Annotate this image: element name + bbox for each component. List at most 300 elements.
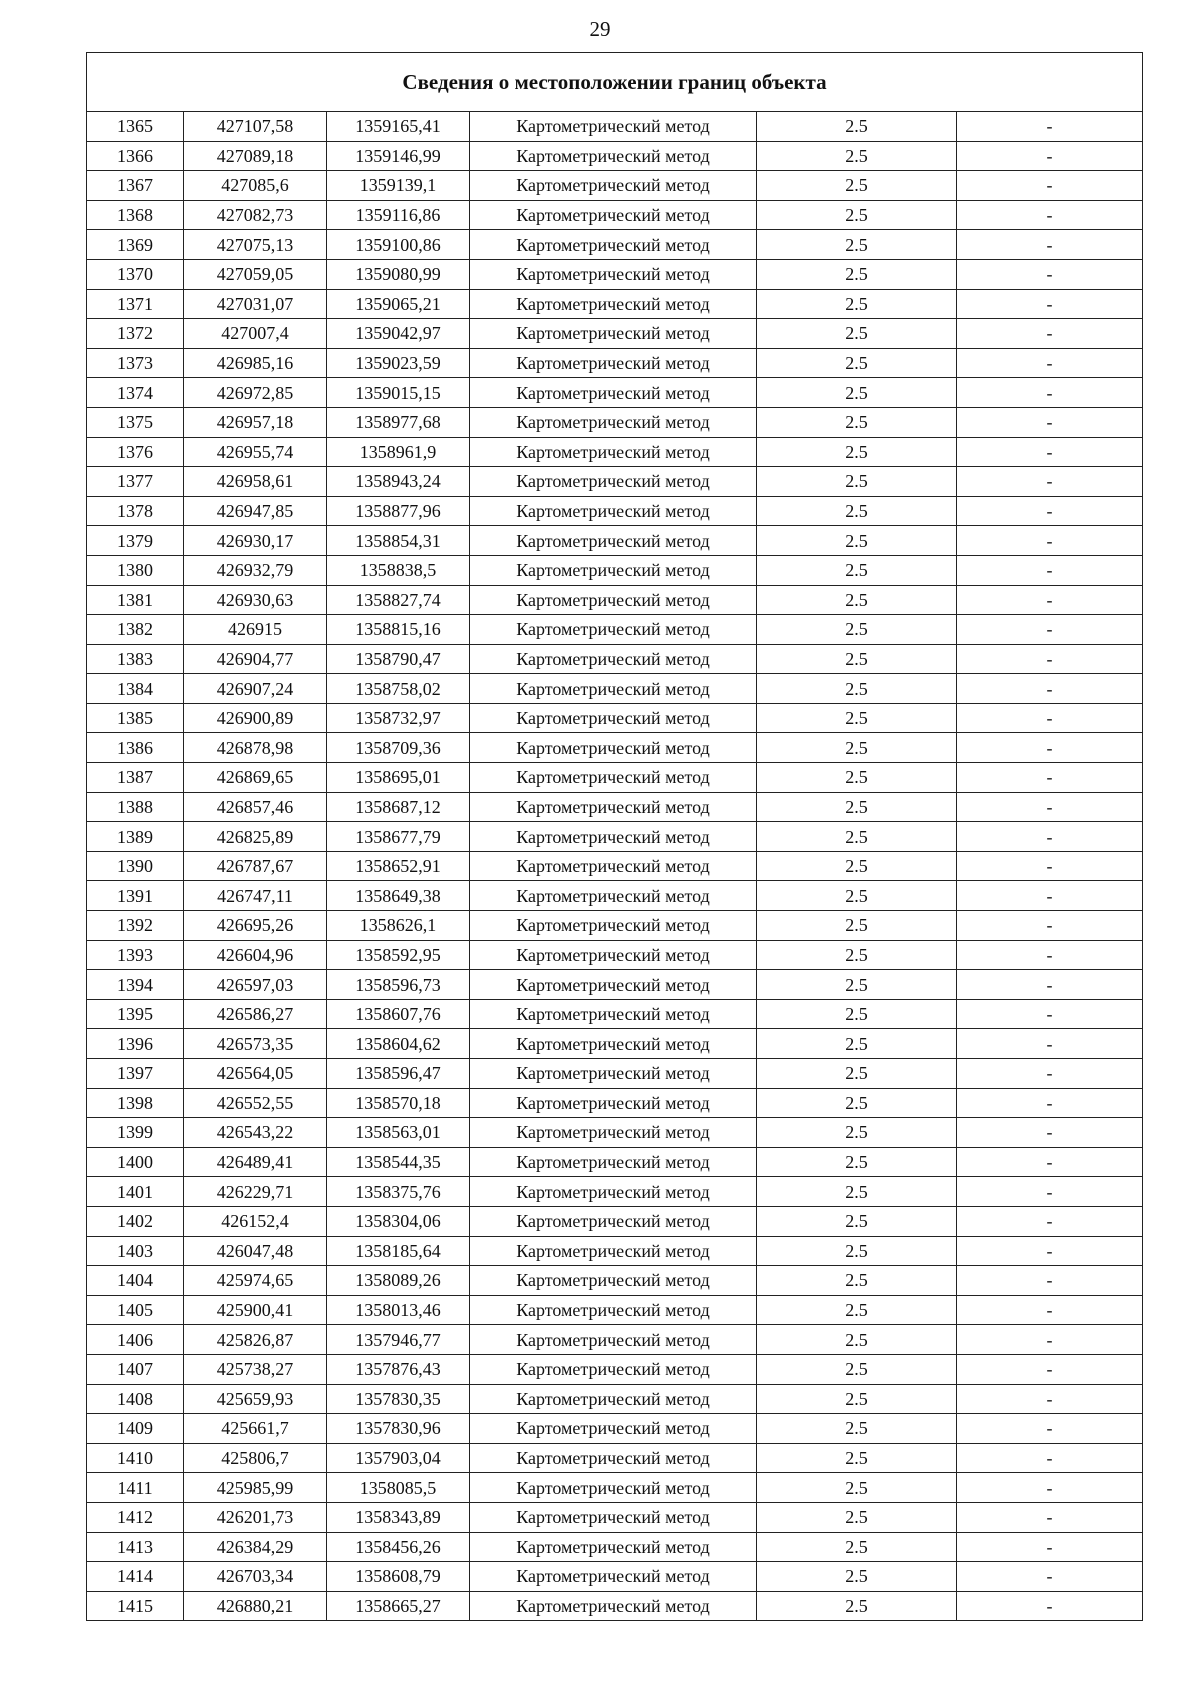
y-coordinate-cell: 1358608,79 [327,1562,470,1592]
point-number-cell: 1399 [87,1118,184,1148]
accuracy-cell: 2.5 [757,1236,957,1266]
x-coordinate-cell: 426047,48 [184,1236,327,1266]
method-cell: Картометрический метод [470,674,757,704]
method-cell: Картометрический метод [470,467,757,497]
y-coordinate-cell: 1358758,02 [327,674,470,704]
method-cell: Картометрический метод [470,1147,757,1177]
point-number-cell: 1371 [87,289,184,319]
x-coordinate-cell: 426787,67 [184,851,327,881]
y-coordinate-cell: 1358790,47 [327,644,470,674]
table-row [87,1059,1143,1089]
table-row [87,1206,1143,1236]
accuracy-cell: 2.5 [757,112,957,142]
description-cell: - [957,585,1143,615]
description-cell: - [957,526,1143,556]
table-row [87,378,1143,408]
table-row [87,1295,1143,1325]
point-number-cell: 1401 [87,1177,184,1207]
y-coordinate-cell: 1358607,76 [327,999,470,1029]
method-cell: Картометрический метод [470,1354,757,1384]
description-cell: - [957,1414,1143,1444]
x-coordinate-cell: 427107,58 [184,112,327,142]
point-number-cell: 1415 [87,1591,184,1621]
accuracy-cell: 2.5 [757,378,957,408]
table-row [87,1591,1143,1621]
x-coordinate-cell: 425806,7 [184,1443,327,1473]
description-cell: - [957,467,1143,497]
y-coordinate-cell: 1357876,43 [327,1354,470,1384]
y-coordinate-cell: 1359023,59 [327,348,470,378]
y-coordinate-cell: 1359100,86 [327,230,470,260]
table-row [87,970,1143,1000]
description-cell: - [957,1562,1143,1592]
method-cell: Картометрический метод [470,141,757,171]
description-cell: - [957,792,1143,822]
y-coordinate-cell: 1358544,35 [327,1147,470,1177]
method-cell: Картометрический метод [470,585,757,615]
table-row [87,348,1143,378]
table-row [87,259,1143,289]
x-coordinate-cell: 426985,16 [184,348,327,378]
description-cell: - [957,1354,1143,1384]
description-cell: - [957,230,1143,260]
description-cell: - [957,1325,1143,1355]
accuracy-cell: 2.5 [757,792,957,822]
table-row [87,703,1143,733]
point-number-cell: 1403 [87,1236,184,1266]
method-cell: Картометрический метод [470,1532,757,1562]
accuracy-cell: 2.5 [757,1562,957,1592]
accuracy-cell: 2.5 [757,1502,957,1532]
accuracy-cell: 2.5 [757,1354,957,1384]
description-cell: - [957,999,1143,1029]
accuracy-cell: 2.5 [757,674,957,704]
method-cell: Картометрический метод [470,1029,757,1059]
x-coordinate-cell: 426904,77 [184,644,327,674]
point-number-cell: 1390 [87,851,184,881]
point-number-cell: 1405 [87,1295,184,1325]
accuracy-cell: 2.5 [757,703,957,733]
point-number-cell: 1397 [87,1059,184,1089]
point-number-cell: 1411 [87,1473,184,1503]
y-coordinate-cell: 1357946,77 [327,1325,470,1355]
x-coordinate-cell: 426703,34 [184,1562,327,1592]
method-cell: Картометрический метод [470,703,757,733]
point-number-cell: 1393 [87,940,184,970]
x-coordinate-cell: 426869,65 [184,763,327,793]
y-coordinate-cell: 1358854,31 [327,526,470,556]
accuracy-cell: 2.5 [757,1532,957,1562]
accuracy-cell: 2.5 [757,763,957,793]
x-coordinate-cell: 426907,24 [184,674,327,704]
point-number-cell: 1373 [87,348,184,378]
method-cell: Картометрический метод [470,1177,757,1207]
point-number-cell: 1386 [87,733,184,763]
y-coordinate-cell: 1359139,1 [327,171,470,201]
y-coordinate-cell: 1358877,96 [327,496,470,526]
table-row [87,1325,1143,1355]
table-row [87,1443,1143,1473]
accuracy-cell: 2.5 [757,1443,957,1473]
table-row [87,792,1143,822]
method-cell: Картометрический метод [470,970,757,1000]
y-coordinate-cell: 1358185,64 [327,1236,470,1266]
description-cell: - [957,1177,1143,1207]
y-coordinate-cell: 1358838,5 [327,555,470,585]
point-number-cell: 1366 [87,141,184,171]
table-row [87,1266,1143,1296]
point-number-cell: 1387 [87,763,184,793]
x-coordinate-cell: 427085,6 [184,171,327,201]
x-coordinate-cell: 426489,41 [184,1147,327,1177]
accuracy-cell: 2.5 [757,644,957,674]
y-coordinate-cell: 1358085,5 [327,1473,470,1503]
method-cell: Картометрический метод [470,259,757,289]
x-coordinate-cell: 426930,17 [184,526,327,556]
description-cell: - [957,1059,1143,1089]
y-coordinate-cell: 1359042,97 [327,319,470,349]
y-coordinate-cell: 1358827,74 [327,585,470,615]
point-number-cell: 1395 [87,999,184,1029]
method-cell: Картометрический метод [470,999,757,1029]
accuracy-cell: 2.5 [757,1384,957,1414]
table-body [87,53,1143,1621]
description-cell: - [957,259,1143,289]
accuracy-cell: 2.5 [757,526,957,556]
x-coordinate-cell: 426972,85 [184,378,327,408]
description-cell: - [957,733,1143,763]
method-cell: Картометрический метод [470,1266,757,1296]
accuracy-cell: 2.5 [757,911,957,941]
table-row [87,1088,1143,1118]
x-coordinate-cell: 426947,85 [184,496,327,526]
description-cell: - [957,1295,1143,1325]
table-row [87,940,1143,970]
accuracy-cell: 2.5 [757,733,957,763]
method-cell: Картометрический метод [470,1118,757,1148]
x-coordinate-cell: 426900,89 [184,703,327,733]
description-cell: - [957,1118,1143,1148]
x-coordinate-cell: 425659,93 [184,1384,327,1414]
table-row [87,999,1143,1029]
y-coordinate-cell: 1358732,97 [327,703,470,733]
table-row [87,733,1143,763]
x-coordinate-cell: 427082,73 [184,200,327,230]
y-coordinate-cell: 1358596,73 [327,970,470,1000]
point-number-cell: 1400 [87,1147,184,1177]
description-cell: - [957,881,1143,911]
method-cell: Картометрический метод [470,526,757,556]
table-row [87,881,1143,911]
description-cell: - [957,615,1143,645]
point-number-cell: 1404 [87,1266,184,1296]
x-coordinate-cell: 426552,55 [184,1088,327,1118]
table-row [87,171,1143,201]
accuracy-cell: 2.5 [757,555,957,585]
accuracy-cell: 2.5 [757,407,957,437]
point-number-cell: 1396 [87,1029,184,1059]
accuracy-cell: 2.5 [757,1059,957,1089]
accuracy-cell: 2.5 [757,259,957,289]
y-coordinate-cell: 1357830,96 [327,1414,470,1444]
method-cell: Картометрический метод [470,200,757,230]
x-coordinate-cell: 426747,11 [184,881,327,911]
x-coordinate-cell: 426878,98 [184,733,327,763]
y-coordinate-cell: 1358695,01 [327,763,470,793]
table-row [87,230,1143,260]
accuracy-cell: 2.5 [757,1088,957,1118]
accuracy-cell: 2.5 [757,1177,957,1207]
method-cell: Картометрический метод [470,733,757,763]
x-coordinate-cell: 426597,03 [184,970,327,1000]
y-coordinate-cell: 1359080,99 [327,259,470,289]
y-coordinate-cell: 1357903,04 [327,1443,470,1473]
method-cell: Картометрический метод [470,615,757,645]
x-coordinate-cell: 427075,13 [184,230,327,260]
page-number: 29 [589,17,611,41]
point-number-cell: 1412 [87,1502,184,1532]
method-cell: Картометрический метод [470,1591,757,1621]
description-cell: - [957,141,1143,171]
y-coordinate-cell: 1358665,27 [327,1591,470,1621]
x-coordinate-cell: 426932,79 [184,555,327,585]
accuracy-cell: 2.5 [757,319,957,349]
table-row [87,1147,1143,1177]
point-number-cell: 1384 [87,674,184,704]
point-number-cell: 1372 [87,319,184,349]
y-coordinate-cell: 1358596,47 [327,1059,470,1089]
point-number-cell: 1376 [87,437,184,467]
description-cell: - [957,1532,1143,1562]
accuracy-cell: 2.5 [757,230,957,260]
description-cell: - [957,1147,1143,1177]
x-coordinate-cell: 426604,96 [184,940,327,970]
point-number-cell: 1367 [87,171,184,201]
x-coordinate-cell: 426915 [184,615,327,645]
description-cell: - [957,378,1143,408]
x-coordinate-cell: 427031,07 [184,289,327,319]
x-coordinate-cell: 426857,46 [184,792,327,822]
method-cell: Картометрический метод [470,1384,757,1414]
x-coordinate-cell: 426955,74 [184,437,327,467]
point-number-cell: 1380 [87,555,184,585]
y-coordinate-cell: 1358343,89 [327,1502,470,1532]
y-coordinate-cell: 1357830,35 [327,1384,470,1414]
description-cell: - [957,1029,1143,1059]
x-coordinate-cell: 425974,65 [184,1266,327,1296]
table-row [87,822,1143,852]
x-coordinate-cell: 426586,27 [184,999,327,1029]
y-coordinate-cell: 1359116,86 [327,200,470,230]
method-cell: Картометрический метод [470,644,757,674]
x-coordinate-cell: 426957,18 [184,407,327,437]
accuracy-cell: 2.5 [757,970,957,1000]
accuracy-cell: 2.5 [757,1029,957,1059]
y-coordinate-cell: 1358677,79 [327,822,470,852]
method-cell: Картометрический метод [470,792,757,822]
method-cell: Картометрический метод [470,911,757,941]
table-row [87,112,1143,142]
accuracy-cell: 2.5 [757,615,957,645]
accuracy-cell: 2.5 [757,437,957,467]
description-cell: - [957,1384,1143,1414]
table-row [87,851,1143,881]
method-cell: Картометрический метод [470,378,757,408]
accuracy-cell: 2.5 [757,1266,957,1296]
method-cell: Картометрический метод [470,407,757,437]
boundary-coordinates-table [86,52,1143,1621]
method-cell: Картометрический метод [470,496,757,526]
y-coordinate-cell: 1359165,41 [327,112,470,142]
table-row [87,1473,1143,1503]
y-coordinate-cell: 1358977,68 [327,407,470,437]
y-coordinate-cell: 1358961,9 [327,437,470,467]
y-coordinate-cell: 1358592,95 [327,940,470,970]
x-coordinate-cell: 426880,21 [184,1591,327,1621]
accuracy-cell: 2.5 [757,1325,957,1355]
description-cell: - [957,970,1143,1000]
y-coordinate-cell: 1358709,36 [327,733,470,763]
accuracy-cell: 2.5 [757,171,957,201]
table-row [87,467,1143,497]
method-cell: Картометрический метод [470,1502,757,1532]
point-number-cell: 1374 [87,378,184,408]
table-row [87,496,1143,526]
table-row [87,319,1143,349]
x-coordinate-cell: 425985,99 [184,1473,327,1503]
point-number-cell: 1378 [87,496,184,526]
table-row [87,1384,1143,1414]
table-row [87,1177,1143,1207]
accuracy-cell: 2.5 [757,999,957,1029]
accuracy-cell: 2.5 [757,1147,957,1177]
accuracy-cell: 2.5 [757,822,957,852]
y-coordinate-cell: 1358626,1 [327,911,470,941]
x-coordinate-cell: 426930,63 [184,585,327,615]
accuracy-cell: 2.5 [757,496,957,526]
method-cell: Картометрический метод [470,1414,757,1444]
x-coordinate-cell: 426958,61 [184,467,327,497]
description-cell: - [957,674,1143,704]
method-cell: Картометрический метод [470,940,757,970]
point-number-cell: 1414 [87,1562,184,1592]
y-coordinate-cell: 1358943,24 [327,467,470,497]
y-coordinate-cell: 1358456,26 [327,1532,470,1562]
x-coordinate-cell: 426384,29 [184,1532,327,1562]
y-coordinate-cell: 1358563,01 [327,1118,470,1148]
table-row [87,1354,1143,1384]
table-row [87,674,1143,704]
method-cell: Картометрический метод [470,555,757,585]
x-coordinate-cell: 426201,73 [184,1502,327,1532]
table-row [87,763,1143,793]
point-number-cell: 1394 [87,970,184,1000]
table-row [87,200,1143,230]
description-cell: - [957,911,1143,941]
x-coordinate-cell: 426564,05 [184,1059,327,1089]
method-cell: Картометрический метод [470,1206,757,1236]
x-coordinate-cell: 426152,4 [184,1206,327,1236]
point-number-cell: 1375 [87,407,184,437]
method-cell: Картометрический метод [470,881,757,911]
method-cell: Картометрический метод [470,112,757,142]
accuracy-cell: 2.5 [757,200,957,230]
accuracy-cell: 2.5 [757,1118,957,1148]
accuracy-cell: 2.5 [757,851,957,881]
x-coordinate-cell: 427007,4 [184,319,327,349]
y-coordinate-cell: 1358304,06 [327,1206,470,1236]
table-row [87,1562,1143,1592]
method-cell: Картометрический метод [470,171,757,201]
table-row [87,555,1143,585]
description-cell: - [957,1088,1143,1118]
table-row [87,1118,1143,1148]
point-number-cell: 1382 [87,615,184,645]
point-number-cell: 1409 [87,1414,184,1444]
table-row [87,1502,1143,1532]
y-coordinate-cell: 1358815,16 [327,615,470,645]
point-number-cell: 1406 [87,1325,184,1355]
point-number-cell: 1388 [87,792,184,822]
accuracy-cell: 2.5 [757,940,957,970]
accuracy-cell: 2.5 [757,467,957,497]
table-title-row [87,53,1143,112]
description-cell: - [957,703,1143,733]
method-cell: Картометрический метод [470,1325,757,1355]
method-cell: Картометрический метод [470,1473,757,1503]
y-coordinate-cell: 1358570,18 [327,1088,470,1118]
description-cell: - [957,319,1143,349]
point-number-cell: 1392 [87,911,184,941]
description-cell: - [957,1443,1143,1473]
table-row [87,1532,1143,1562]
table-row [87,1029,1143,1059]
description-cell: - [957,1206,1143,1236]
y-coordinate-cell: 1359146,99 [327,141,470,171]
description-cell: - [957,437,1143,467]
description-cell: - [957,200,1143,230]
table-row [87,1236,1143,1266]
accuracy-cell: 2.5 [757,1591,957,1621]
point-number-cell: 1391 [87,881,184,911]
table-row [87,289,1143,319]
description-cell: - [957,171,1143,201]
description-cell: - [957,1266,1143,1296]
x-coordinate-cell: 426695,26 [184,911,327,941]
method-cell: Картометрический метод [470,289,757,319]
table-row [87,911,1143,941]
point-number-cell: 1398 [87,1088,184,1118]
method-cell: Картометрический метод [470,319,757,349]
method-cell: Картометрический метод [470,1443,757,1473]
accuracy-cell: 2.5 [757,1206,957,1236]
point-number-cell: 1389 [87,822,184,852]
description-cell: - [957,1502,1143,1532]
table-row [87,141,1143,171]
description-cell: - [957,644,1143,674]
method-cell: Картометрический метод [470,1236,757,1266]
x-coordinate-cell: 425738,27 [184,1354,327,1384]
accuracy-cell: 2.5 [757,289,957,319]
table-row [87,1414,1143,1444]
method-cell: Картометрический метод [470,348,757,378]
description-cell: - [957,1473,1143,1503]
point-number-cell: 1365 [87,112,184,142]
x-coordinate-cell: 425826,87 [184,1325,327,1355]
y-coordinate-cell: 1358013,46 [327,1295,470,1325]
description-cell: - [957,1236,1143,1266]
point-number-cell: 1383 [87,644,184,674]
